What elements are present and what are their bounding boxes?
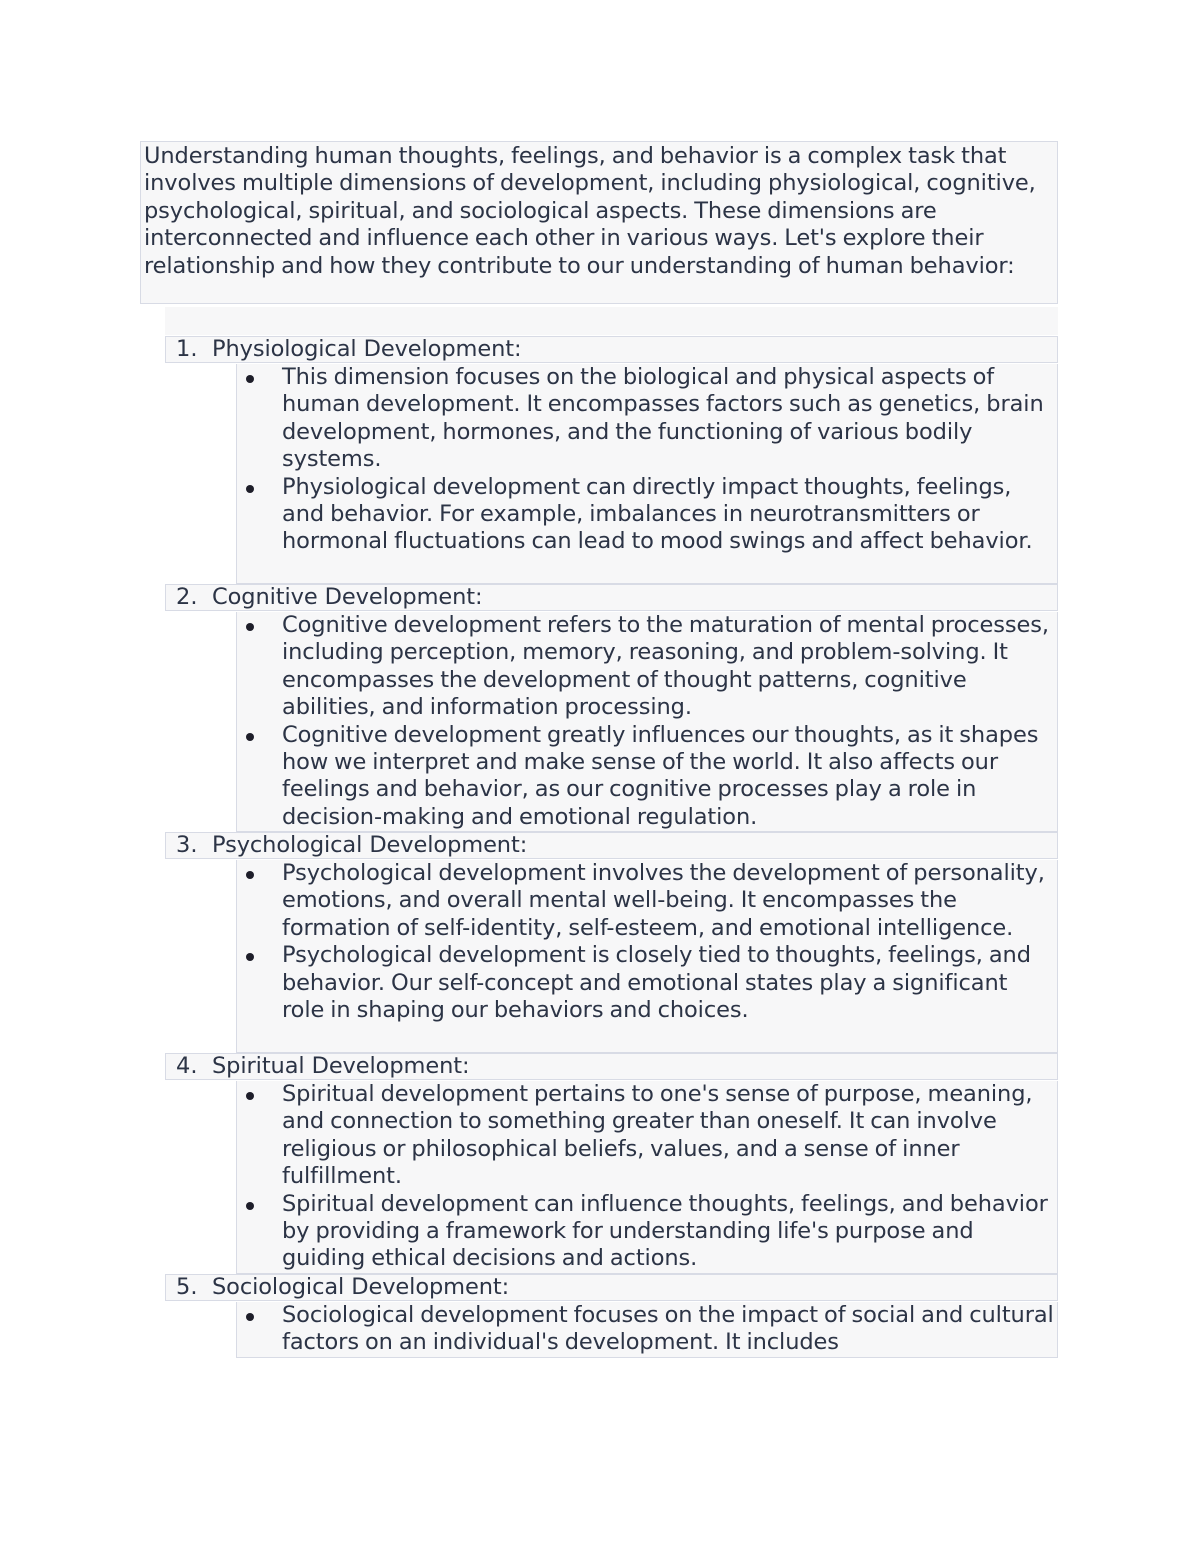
section-heading xyxy=(165,336,1058,363)
section-number: 1. xyxy=(176,336,198,362)
bullet-icon xyxy=(246,953,254,961)
section-number: 2. xyxy=(176,584,198,610)
bullet-item xyxy=(237,942,1057,1024)
bullet-item xyxy=(237,612,1057,722)
section-title: Cognitive Development: xyxy=(212,584,483,610)
bullet-text: Psychological development involves the development of personality, emotions, and overall mental well-being. It encompasses the formation of self-identity, self-esteem, and emotional intelligence. xyxy=(282,860,1045,941)
bullet-item xyxy=(237,860,1057,942)
bullet-icon xyxy=(246,1092,254,1100)
section-bullets xyxy=(236,364,1058,584)
section-number: 3. xyxy=(176,832,198,858)
section-heading xyxy=(165,1274,1058,1301)
bullet-icon xyxy=(246,871,254,879)
bullet-text: Spiritual development can influence thoughts, feelings, and behavior by providing a framework for understanding life's purpose and guiding ethical decisions and actions. xyxy=(282,1190,1048,1272)
bullet-item xyxy=(237,722,1057,832)
bullet-icon xyxy=(246,733,254,741)
bullet-text: Spiritual development pertains to one's sense of purpose, meaning, and connection to something greater than oneself. It can involve religious or philosophical beliefs, values, and a sense of inner fulfillment. xyxy=(282,1081,1033,1190)
bullet-text: Physiological development can directly impact thoughts, feelings, and behavior. For example, imbalances in neurotransmitters or hormonal fluctuations can lead to mood swings and affect behavior. xyxy=(282,473,1033,555)
bullet-item xyxy=(237,1081,1057,1191)
bullet-item xyxy=(237,474,1057,556)
section-heading xyxy=(165,832,1058,859)
bullet-icon xyxy=(246,1202,254,1210)
section-heading xyxy=(165,1053,1058,1080)
bullet-text: Psychological development is closely tied to thoughts, feelings, and behavior. Our self-concept and emotional states play a significant role in shaping our behaviors and choices. xyxy=(282,942,1031,1024)
section-title: Psychological Development: xyxy=(212,832,528,858)
bullet-icon xyxy=(246,375,254,383)
section-heading xyxy=(165,584,1058,611)
bullet-item xyxy=(237,1191,1057,1273)
section-number: 5. xyxy=(176,1274,198,1300)
section-title: Spiritual Development: xyxy=(212,1053,470,1079)
section-bullets xyxy=(236,1081,1058,1274)
section-bullets xyxy=(236,860,1058,1053)
bullet-text: This dimension focuses on the biological and physical aspects of human development. It encompasses factors such as genetics, brain development, hormones, and the functioning of various bodily systems. xyxy=(282,364,1044,473)
bullet-item xyxy=(237,364,1057,474)
bullet-icon xyxy=(246,1313,254,1321)
bullet-text: Sociological development focuses on the impact of social and cultural factors on an individual's development. It includes xyxy=(282,1302,1054,1356)
bullet-text: Cognitive development refers to the maturation of mental processes, including perception, memory, reasoning, and problem-solving. It encompasses the development of thought patterns, cognitive abilities, and information processing. xyxy=(282,612,1049,721)
section-bullets xyxy=(236,612,1058,832)
bullet-icon xyxy=(246,623,254,631)
bullet-icon xyxy=(246,485,254,493)
list-spacer xyxy=(165,307,1058,335)
section-title: Sociological Development: xyxy=(212,1274,510,1300)
bullet-text: Cognitive development greatly influences our thoughts, as it shapes how we interpret and make sense of the world. It also affects our feelings and behavior, as our cognitive processes play a role in decision-making and emotional regulation. xyxy=(282,721,1039,830)
section-title: Physiological Development: xyxy=(212,336,522,362)
section-bullets xyxy=(236,1302,1058,1358)
intro-paragraph: Understanding human thoughts, feelings, and behavior is a complex task that involves multiple dimensions of development, including physiological, cognitive, psychological, spiritual, and sociological aspects. These dimensions are interconnected and influence each other in various ways. Let's explore their relationship and how they contribute to our understanding of human behavior: xyxy=(140,141,1058,304)
bullet-item xyxy=(237,1302,1057,1357)
section-number: 4. xyxy=(176,1053,198,1079)
